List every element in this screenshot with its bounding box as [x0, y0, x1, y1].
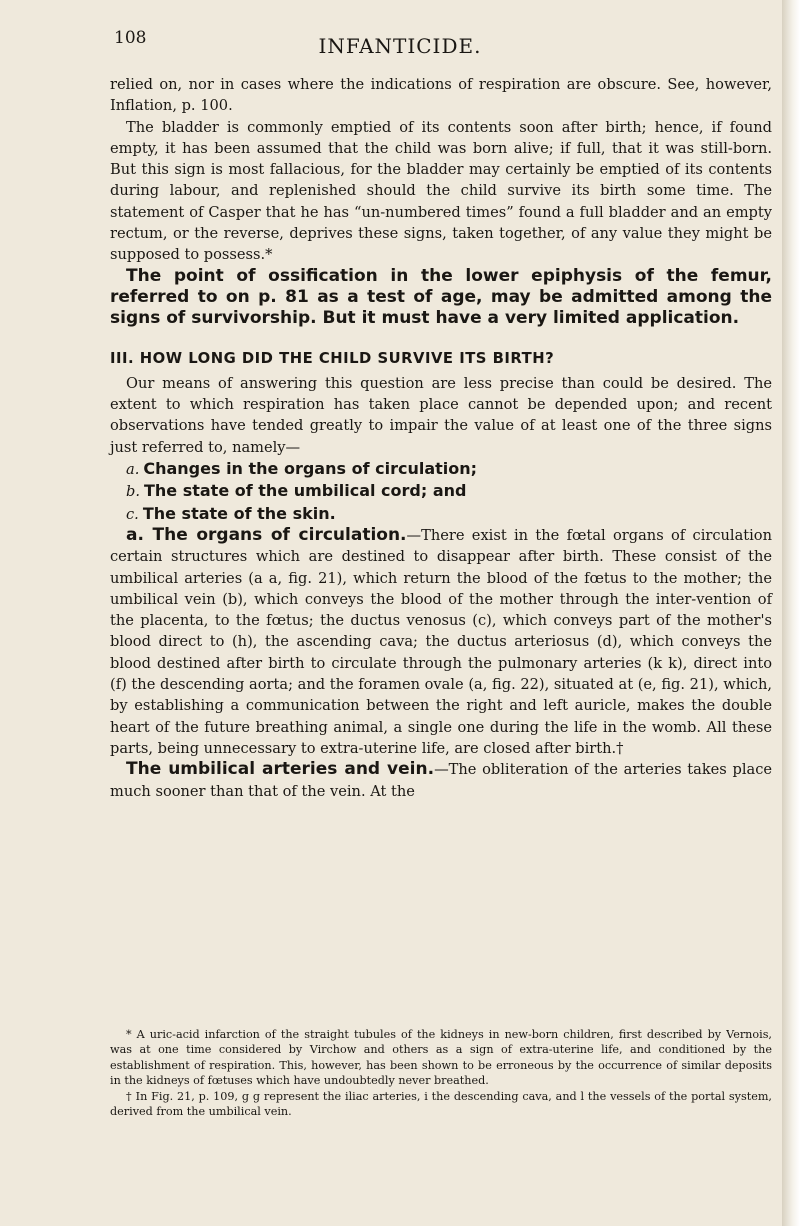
footnotes [110, 1027, 772, 1119]
paragraph-lead-heading: The umbilical arteries and vein. [126, 759, 435, 780]
page-number: 108 [114, 28, 147, 48]
list-item-text: The state of the skin. [142, 503, 336, 523]
paragraph-circulation-text: —There exist in the fœtal organs of circulation certain structures which are destined to disappear after birth. These consist of the umbilical arteries (a a, fig. 21), which return the blood of the fœtus to the mother; the umbilical vein (b), which conveys the blood of the mother through the inter-vention of the placenta, to the fœtus; the ductus venosus (c), which conveys part of the mother's blood direct to (h), the ascending cava; the ductus arteriosus (d), which conveys the blood destined after birth to circulate through the pulmonary arteries (k k), direct into (f) the descending aorta; and the foramen ovale (a, fig. 22), situated at (e, fig. 21), which, by establishing a communication between the right and left auricle, makes the double heart of the future breathing animal, a single one during the life in the womb. All these parts, being unnecessary to extra-uterine life, are closed after birth.† [110, 526, 772, 757]
section-title: III. HOW LONG DID THE CHILD SURVIVE ITS BIRTH? [110, 349, 555, 367]
footnote-fig-21: † In Fig. 21, p. 109, g g represent the iliac arteries, i the descending cava, and l the vessels of the portal system, derived from the umbilical vein. [110, 1089, 772, 1119]
body-text [110, 74, 772, 802]
page-edge-shadow [782, 0, 800, 1226]
paragraph-ossification: The point of ossification in the lower epiphysis of the femur, referred to on p. 81 as a test of age, may be admitted among the signs of survivorship. But it must have a very limited application. [110, 265, 772, 329]
list-item-letter: c. [126, 505, 139, 523]
list-item-letter: a. [126, 461, 140, 479]
paragraph-umbilical [110, 759, 772, 802]
paragraph-bladder: The bladder is commonly emptied of its contents soon after birth; hence, if found empty, it has been assumed that the child was born alive; if full, that it was still-born. But this sign is most fallacious, for the bladder may certainly be emptied of its contents during labour, and replenished should the child survive its birth some time. The statement of Casper that he has “un-numbered times” found a full bladder and an empty rectum, or the reverse, deprives these signs, taken together, of any value they might be supposed to possess.* [110, 118, 772, 264]
paragraph-means: Our means of answering this question are less precise than could be desired. The extent to which respiration has taken place cannot be depended upon; and recent observations have tended greatly to impair the value of at least one of the three signs just referred to, namely— [110, 374, 772, 456]
list-item-text: Changes in the organs of circulation; [143, 459, 478, 479]
running-head: INFANTICIDE. [318, 34, 482, 58]
list-item [110, 503, 772, 525]
list-item-text: The state of the umbilical cord; and [143, 481, 467, 501]
signs-list [110, 458, 772, 525]
list-item [110, 458, 772, 480]
list-item-letter: b. [126, 483, 140, 501]
paragraph-circulation [110, 525, 772, 759]
footnote-uric-acid: * A uric-acid infarction of the straight tubules of the kidneys in new-born children, first described by Vernois, was at one time considered by Virchow and others as a sign of extra-uterine life, and conditioned by the establishment of respiration. This, however, has been shown to be erroneous by the occurrence of similar deposits in the kidneys of fœtuses which have undoubtedly never breathed. [110, 1028, 772, 1088]
paragraph-continued: relied on, nor in cases where the indications of respiration are obscure. See, however, Inflation, p. 100. [110, 76, 772, 115]
paragraph-umbilical-text: —The obliteration of the arteries takes place much sooner than that of the vein. At the [110, 761, 772, 800]
list-item [110, 480, 772, 502]
paragraph-lead-heading: a. The organs of circulation. [126, 524, 407, 545]
